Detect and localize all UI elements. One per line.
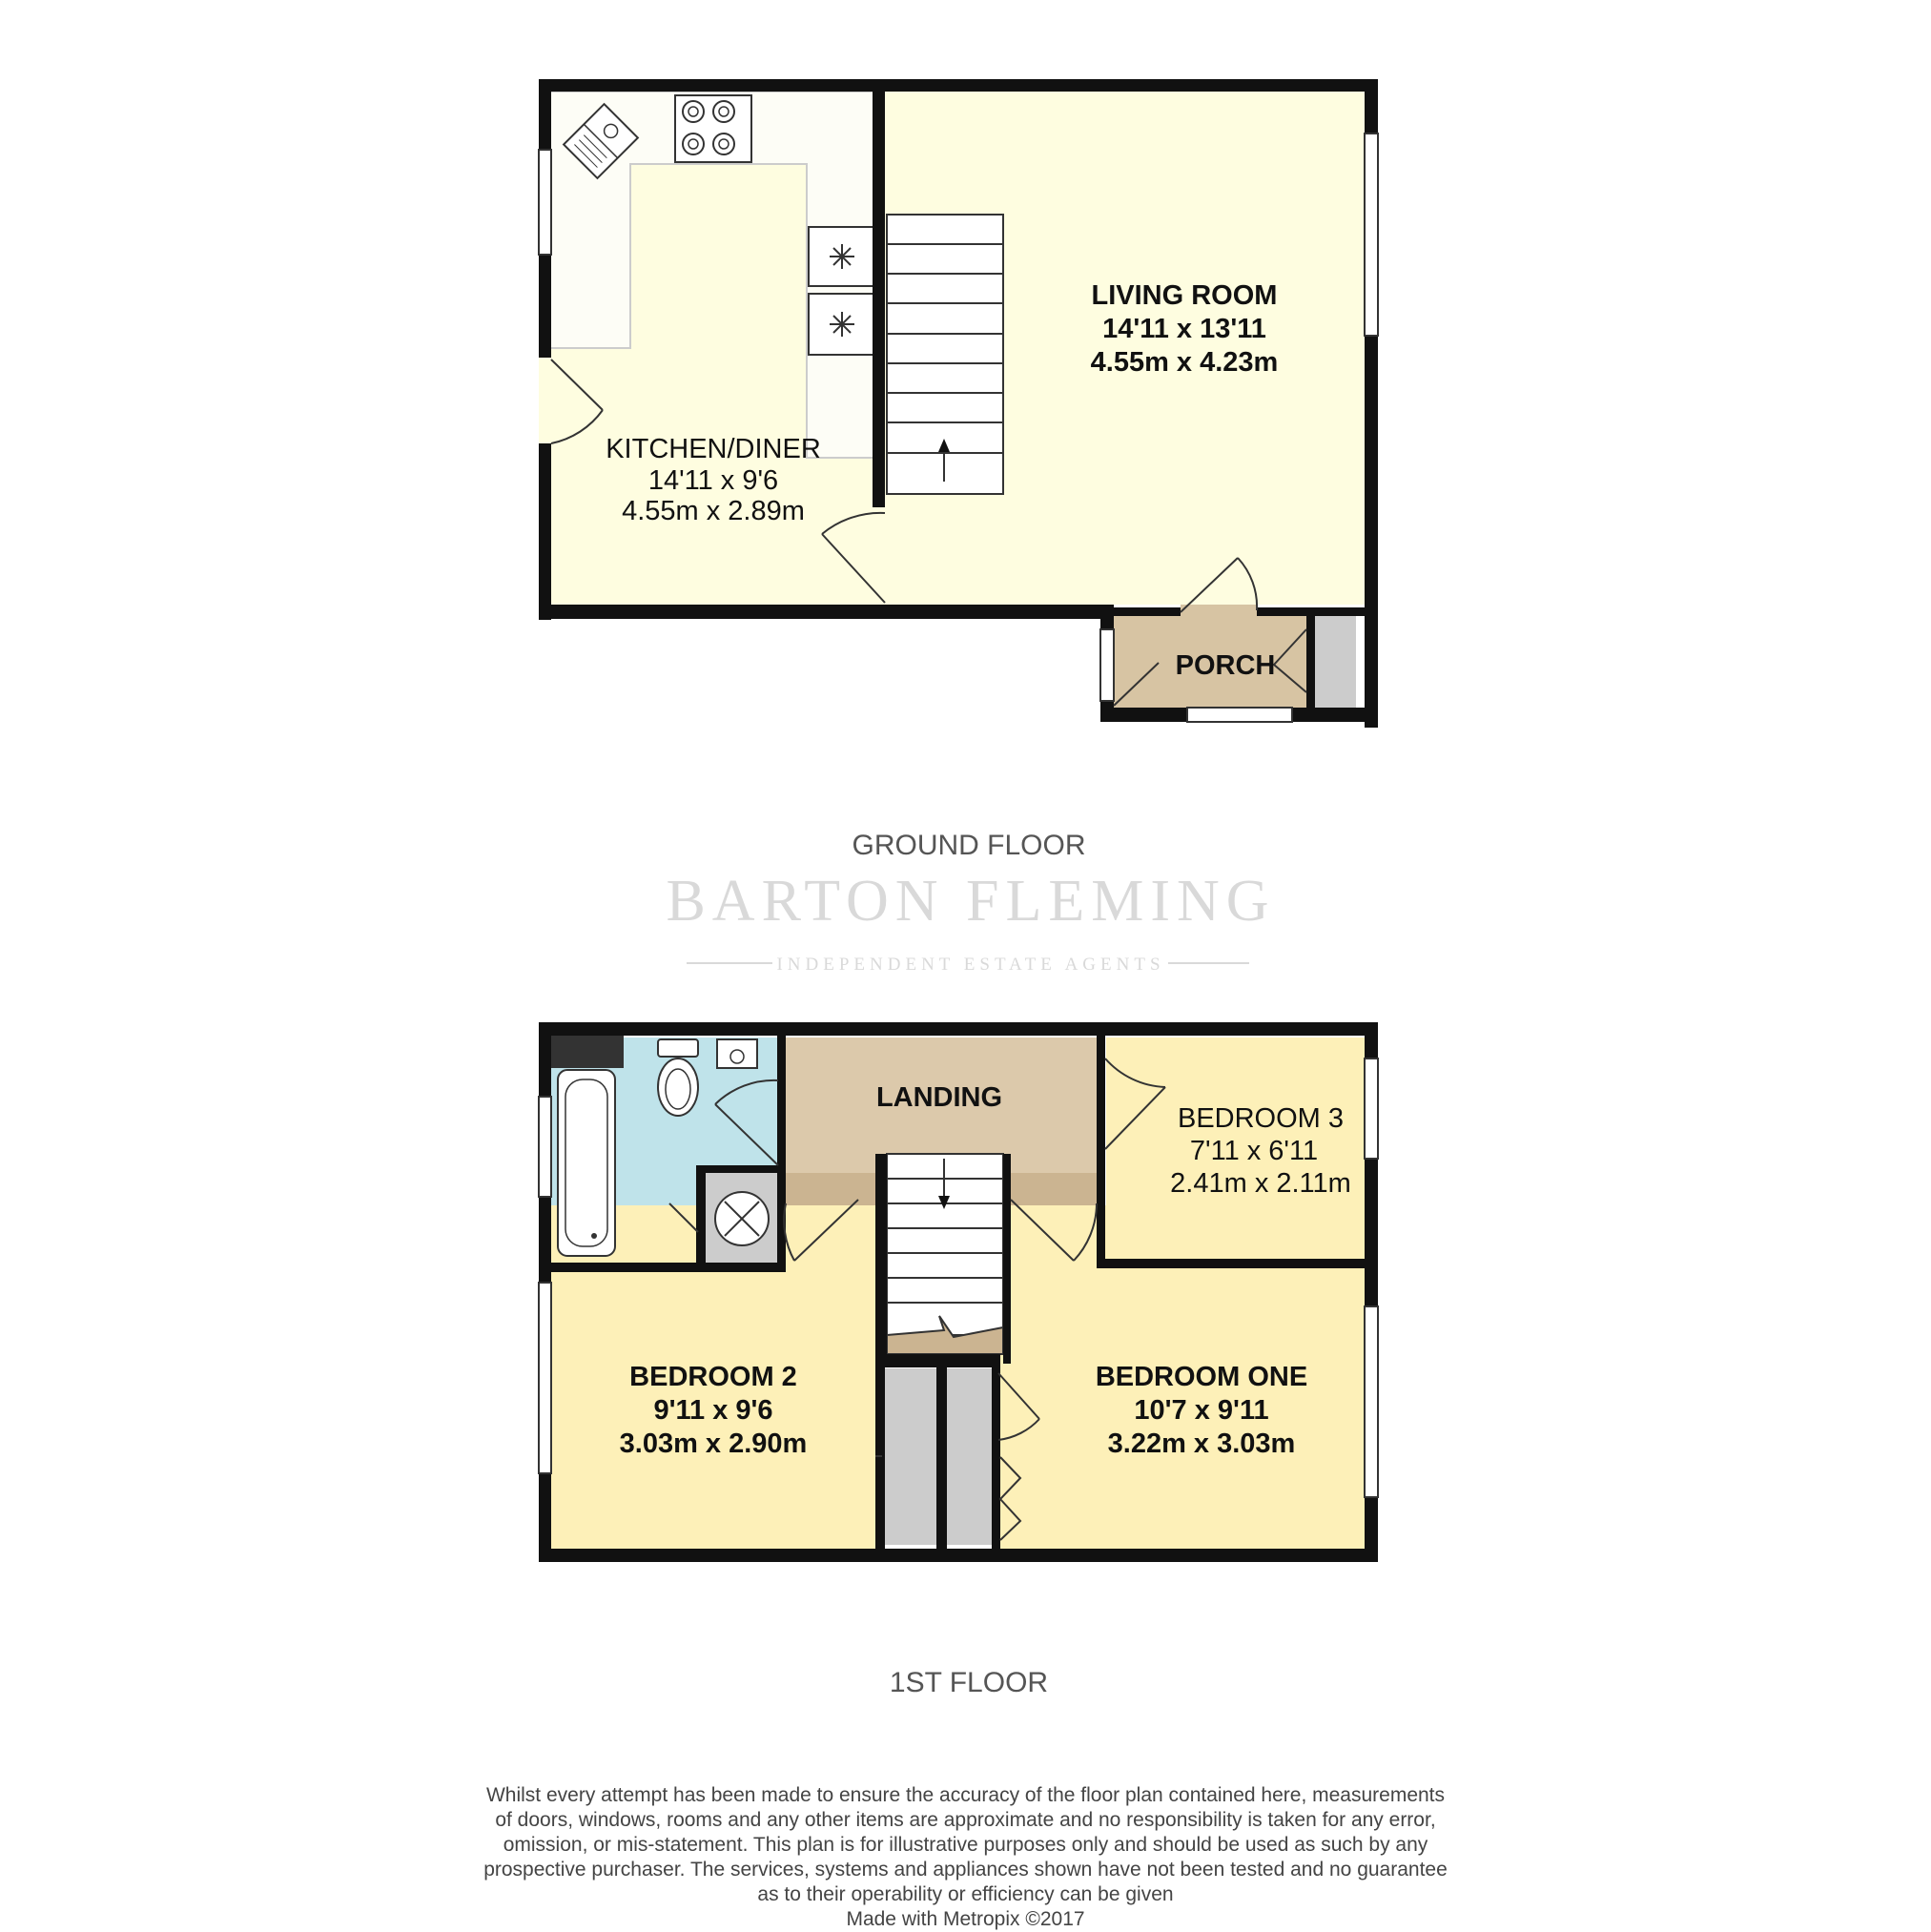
disclaimer (420, 1783, 1511, 1932)
bedroom3-imperial: 7'11 x 6'11 (1189, 1136, 1319, 1166)
landing-name: LANDING (875, 1082, 1003, 1113)
living-room-imperial: 14'11 x 13'11 (1102, 314, 1266, 344)
metropix-credit: Made with Metropix ©2017 (846, 1908, 1085, 1930)
cupboard-right (947, 1368, 992, 1545)
kitchen-window (539, 150, 551, 255)
basin-icon (717, 1039, 757, 1068)
brand-tagline: INDEPENDENT ESTATE AGENTS (776, 955, 1165, 975)
bedroom1-metric: 3.22m x 3.03m (1107, 1428, 1296, 1459)
kitchen-metric: 4.55m x 2.89m (622, 496, 805, 526)
hob-icon (675, 95, 751, 162)
porch-front-window (1187, 708, 1292, 722)
disclaimer-line: as to their operability or efficiency can be given (757, 1883, 1174, 1905)
first-floor (539, 1022, 1378, 1562)
disclaimer-line: of doors, windows, rooms and any other items are approximate and no responsibility is taken for any error, (495, 1809, 1436, 1831)
living-porch-opening (1181, 605, 1257, 617)
staircase-first (887, 1154, 1003, 1354)
bedroom1-imperial: 10'7 x 9'11 (1134, 1395, 1269, 1426)
porch-name: PORCH (1175, 650, 1276, 681)
staircase-ground (887, 215, 1003, 494)
disclaimer-line: prospective purchaser. The services, systems and appliances shown have not been tested and no guarantee (483, 1859, 1448, 1881)
disclaimer-line: Whilst every attempt has been made to ensure the accuracy of the floor plan contained here, measurements (485, 1784, 1446, 1806)
brand-watermark (666, 869, 1275, 975)
living-room-name: LIVING ROOM (1091, 280, 1278, 311)
bedroom3-window (1365, 1058, 1378, 1159)
disclaimer-line: omission, or mis-statement. This plan is for illustrative purposes only and should be used as such by any (503, 1834, 1428, 1856)
first-floor-label: 1ST FLOOR (889, 1667, 1049, 1698)
bedroom1-name: BEDROOM ONE (1095, 1362, 1308, 1392)
living-room-window (1365, 134, 1378, 336)
living-room-metric: 4.55m x 4.23m (1090, 347, 1279, 378)
kitchen-back-door-opening (539, 358, 551, 443)
bedroom1-window (1365, 1306, 1378, 1497)
bedroom3-metric: 2.41m x 2.11m (1170, 1168, 1351, 1199)
bedroom2-metric: 3.03m x 2.90m (619, 1428, 808, 1459)
brand-name: BARTON FLEMING (666, 869, 1276, 934)
bedroom2-imperial: 9'11 x 9'6 (653, 1395, 773, 1426)
bedroom3-name: BEDROOM 3 (1177, 1103, 1345, 1134)
porch-side-window (1100, 629, 1114, 701)
hot-water-tank-icon (715, 1192, 769, 1245)
bathroom-window (539, 1097, 551, 1197)
porch-cupboard (1313, 615, 1356, 708)
kitchen-name: KITCHEN/DINER (606, 434, 821, 464)
ground-floor (539, 79, 1378, 728)
bedroom2-window (539, 1283, 551, 1473)
bedroom2-name: BEDROOM 2 (629, 1362, 797, 1392)
toilet-icon (658, 1039, 698, 1116)
ground-floor-label: GROUND FLOOR (852, 830, 1086, 861)
cupboard-left (882, 1368, 936, 1545)
bath-icon (558, 1070, 615, 1256)
kitchen-imperial: 14'11 x 9'6 (647, 465, 779, 496)
